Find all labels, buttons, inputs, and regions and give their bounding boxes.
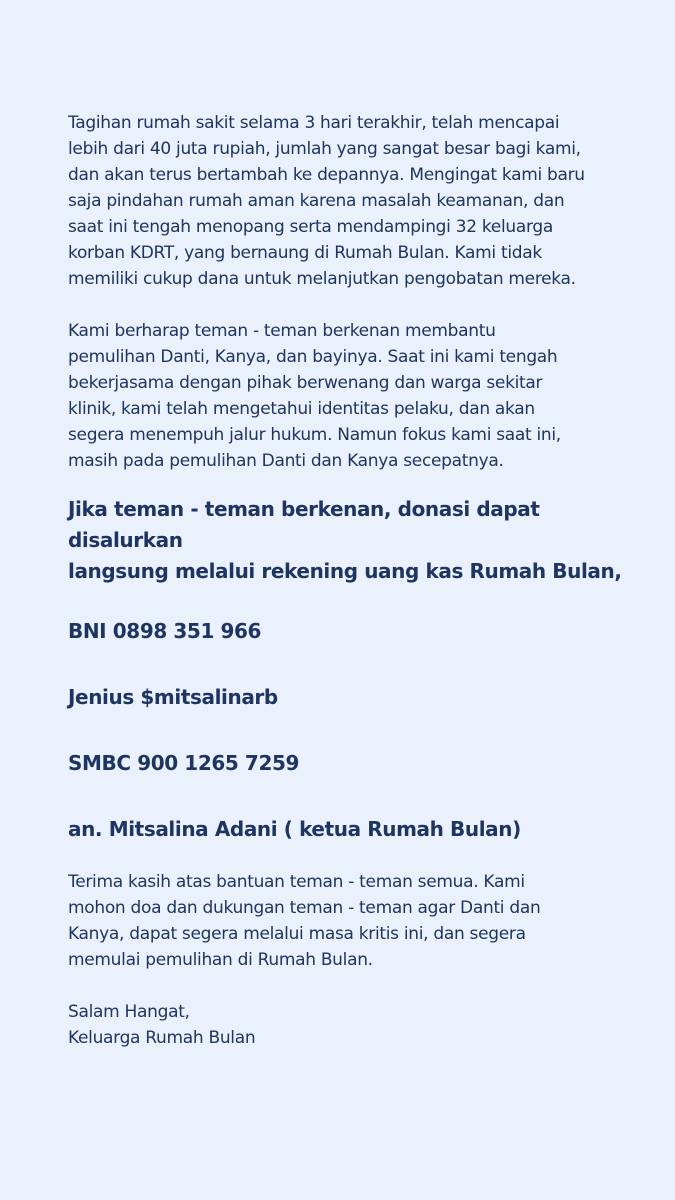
paragraph-hospital-bill: Tagihan rumah sakit selama 3 hari terakhir, telah mencapai lebih dari 40 juta rupiah, jumlah yang sangat besar bagi kami, dan akan terus bertambah ke depannya. Mengingat kami baru saja pindahan rumah aman karena masalah keamanan, dan saat ini tengah menopang serta mendampingi 32 keluarga korban KDRT, yang bernaung di Rumah Bulan. Kami tidak memiliki cukup dana untuk melanjutkan pengobatan mereka. bbox=[68, 113, 585, 289]
account-bni: BNI 0898 351 966 bbox=[68, 619, 262, 643]
account-smbc: SMBC 900 1265 7259 bbox=[68, 751, 299, 775]
account-jenius: Jenius $mitsalinarb bbox=[68, 685, 278, 709]
paragraph-thanks: Terima kasih atas bantuan teman - teman semua. Kami mohon doa dan dukungan teman - teman agar Danti dan Kanya, dapat segera melalui masa kritis ini, dan segera memulai pemulihan di Rumah Bulan. bbox=[68, 872, 541, 970]
account-holder: an. Mitsalina Adani ( ketua Rumah Bulan) bbox=[68, 817, 521, 841]
paragraph-request-help: Kami berharap teman - teman berkenan membantu pemulihan Danti, Kanya, dan bayinya. Saat ini kami tengah bekerjasama dengan pihak berwenang dan warga sekitar klinik, kami telah mengetahui identitas pelaku, dan akan segera menempuh jalur hukum. Namun fokus kami saat ini, masih pada pemulihan Danti dan Kanya secepatnya. bbox=[68, 321, 561, 471]
closing-signature: Salam Hangat, Keluarga Rumah Bulan bbox=[68, 1002, 256, 1048]
donation-call: Jika teman - teman berkenan, donasi dapat disalurkan langsung melalui rekening uang kas Rumah Bulan, bbox=[68, 497, 622, 583]
letter-body bbox=[68, 110, 658, 1051]
